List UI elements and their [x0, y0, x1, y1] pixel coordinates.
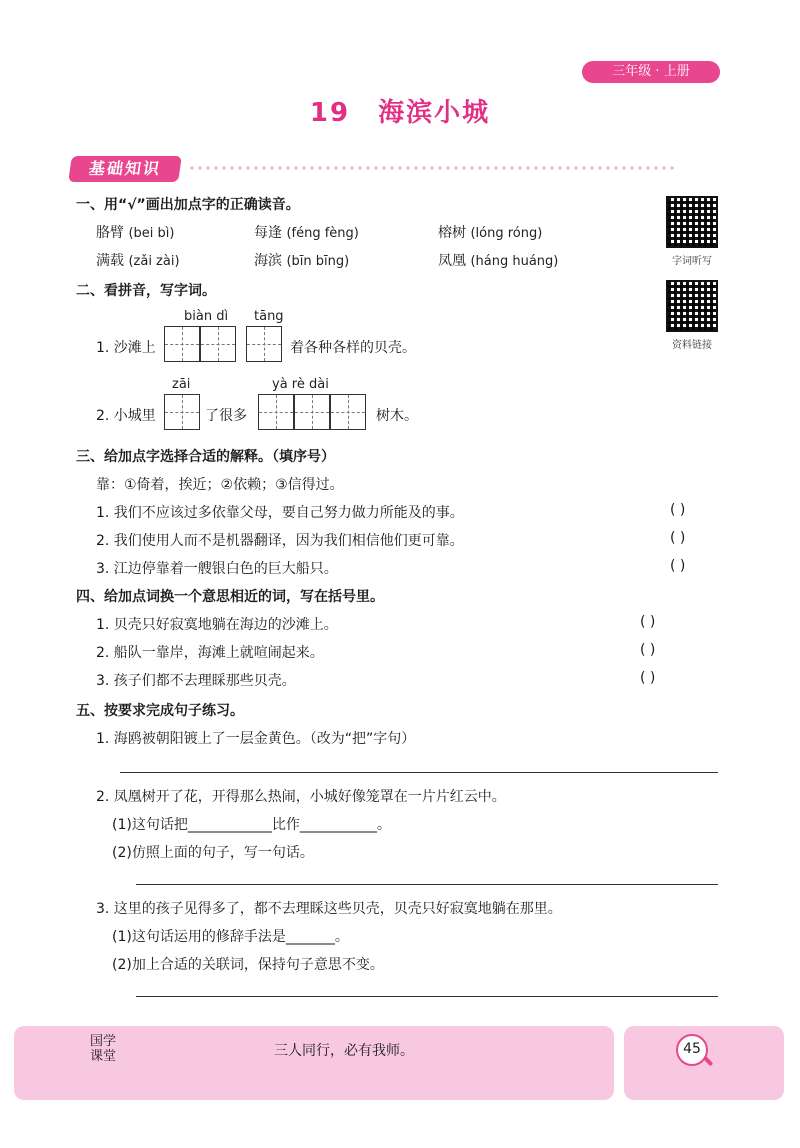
writing-cell[interactable] [164, 394, 200, 430]
section-2-heading: 二、看拼音，写字词。 [76, 283, 216, 299]
sub-question: (1)这句话运用的修辞手法是_______。 [112, 929, 349, 945]
question-text: 2. 我们使用人而不是机器翻译，因为我们相信他们更可靠。 [96, 533, 464, 549]
writing-cell[interactable] [294, 394, 330, 430]
pinyin-item: 胳臂 (bei bì) [96, 225, 175, 241]
answer-line[interactable] [136, 996, 718, 997]
footer-quote: 三人同行，必有我师。 [274, 1043, 414, 1059]
writing-cell[interactable] [330, 394, 366, 430]
writing-cell[interactable] [200, 326, 236, 362]
footer-page-panel [624, 1026, 784, 1100]
question-mid: 了很多 [205, 408, 247, 424]
lesson-title [0, 92, 800, 129]
question-rest: 树木。 [376, 408, 418, 424]
pinyin-item: 凤凰 (háng huáng) [438, 253, 559, 269]
answer-blank[interactable]: ( ) [640, 670, 656, 686]
dotted-divider [188, 166, 678, 170]
question-text: 2. 船队一靠岸，海滩上就喧闹起来。 [96, 645, 324, 661]
pinyin-item: 满载 (zǎi zài) [96, 253, 180, 269]
writing-cell[interactable] [258, 394, 294, 430]
sub-question: (2)仿照上面的句子，写一句话。 [112, 845, 314, 861]
section-5-heading: 五、按要求完成句子练习。 [76, 703, 244, 719]
lesson-number: 19 [309, 98, 351, 128]
pinyin-item: 每逢 (féng fèng) [254, 225, 359, 241]
pinyin-hint: zāi [172, 377, 191, 392]
banner-label: 基础知识 [68, 156, 182, 182]
question-label: 1. 沙滩上 [96, 340, 156, 356]
question-text: 2. 凤凰树开了花，开得那么热闹，小城好像笼罩在一片片红云中。 [96, 789, 506, 805]
answer-line[interactable] [136, 884, 718, 885]
question-text: 1. 海鸥被朝阳镀上了一层金黄色。（改为“把”字句） [96, 731, 416, 747]
answer-blank[interactable]: ( ) [670, 558, 686, 574]
section-banner [70, 156, 180, 182]
sub-question: (1)这句话把____________比作___________。 [112, 817, 391, 833]
pinyin-hint: biàn dì [184, 309, 229, 324]
question-rest: 着各种各样的贝壳。 [290, 340, 416, 356]
pinyin-hint: tāng [254, 309, 284, 324]
question-label: 2. 小城里 [96, 408, 156, 424]
qr-code-dictation[interactable] [666, 196, 718, 248]
question-text: 3. 江边停靠着一艘银白色的巨大船只。 [96, 561, 338, 577]
section-4-heading: 四、给加点词换一个意思相近的词，写在括号里。 [76, 589, 384, 605]
section-1-heading: 一、用“√”画出加点字的正确读音。 [76, 197, 300, 213]
lesson-name: 海滨小城 [378, 98, 491, 128]
qr-label-dictation: 字词听写 [672, 256, 712, 267]
answer-blank[interactable]: ( ) [670, 530, 686, 546]
qr-label-resources: 资料链接 [672, 340, 712, 351]
answer-line[interactable] [120, 772, 718, 773]
section-3-heading: 三、给加点字选择合适的解释。（填序号） [76, 449, 335, 465]
answer-blank[interactable]: ( ) [640, 642, 656, 658]
answer-blank[interactable]: ( ) [670, 502, 686, 518]
grade-badge: 三年级 · 上册 [582, 61, 720, 83]
pinyin-hint: yà rè dài [272, 377, 329, 392]
definition-line: 靠：①倚着，挨近；②依赖；③信得过。 [96, 477, 344, 493]
writing-cell[interactable] [164, 326, 200, 362]
page-number: 45 [676, 1034, 708, 1066]
pinyin-item: 榕树 (lóng róng) [438, 225, 543, 241]
question-text: 3. 孩子们都不去理睬那些贝壳。 [96, 673, 296, 689]
writing-cell[interactable] [246, 326, 282, 362]
question-text: 1. 我们不应该过多依靠父母，要自己努力做力所能及的事。 [96, 505, 464, 521]
question-text: 3. 这里的孩子见得多了，都不去理睬这些贝壳，贝壳只好寂寞地躺在那里。 [96, 901, 562, 917]
question-text: 1. 贝壳只好寂寞地躺在海边的沙滩上。 [96, 617, 338, 633]
answer-blank[interactable]: ( ) [640, 614, 656, 630]
pinyin-item: 海滨 (bīn bīng) [254, 253, 350, 269]
footer-label: 国学 课堂 [90, 1034, 117, 1064]
sub-question: (2)加上合适的关联词，保持句子意思不变。 [112, 957, 384, 973]
qr-code-resources[interactable] [666, 280, 718, 332]
